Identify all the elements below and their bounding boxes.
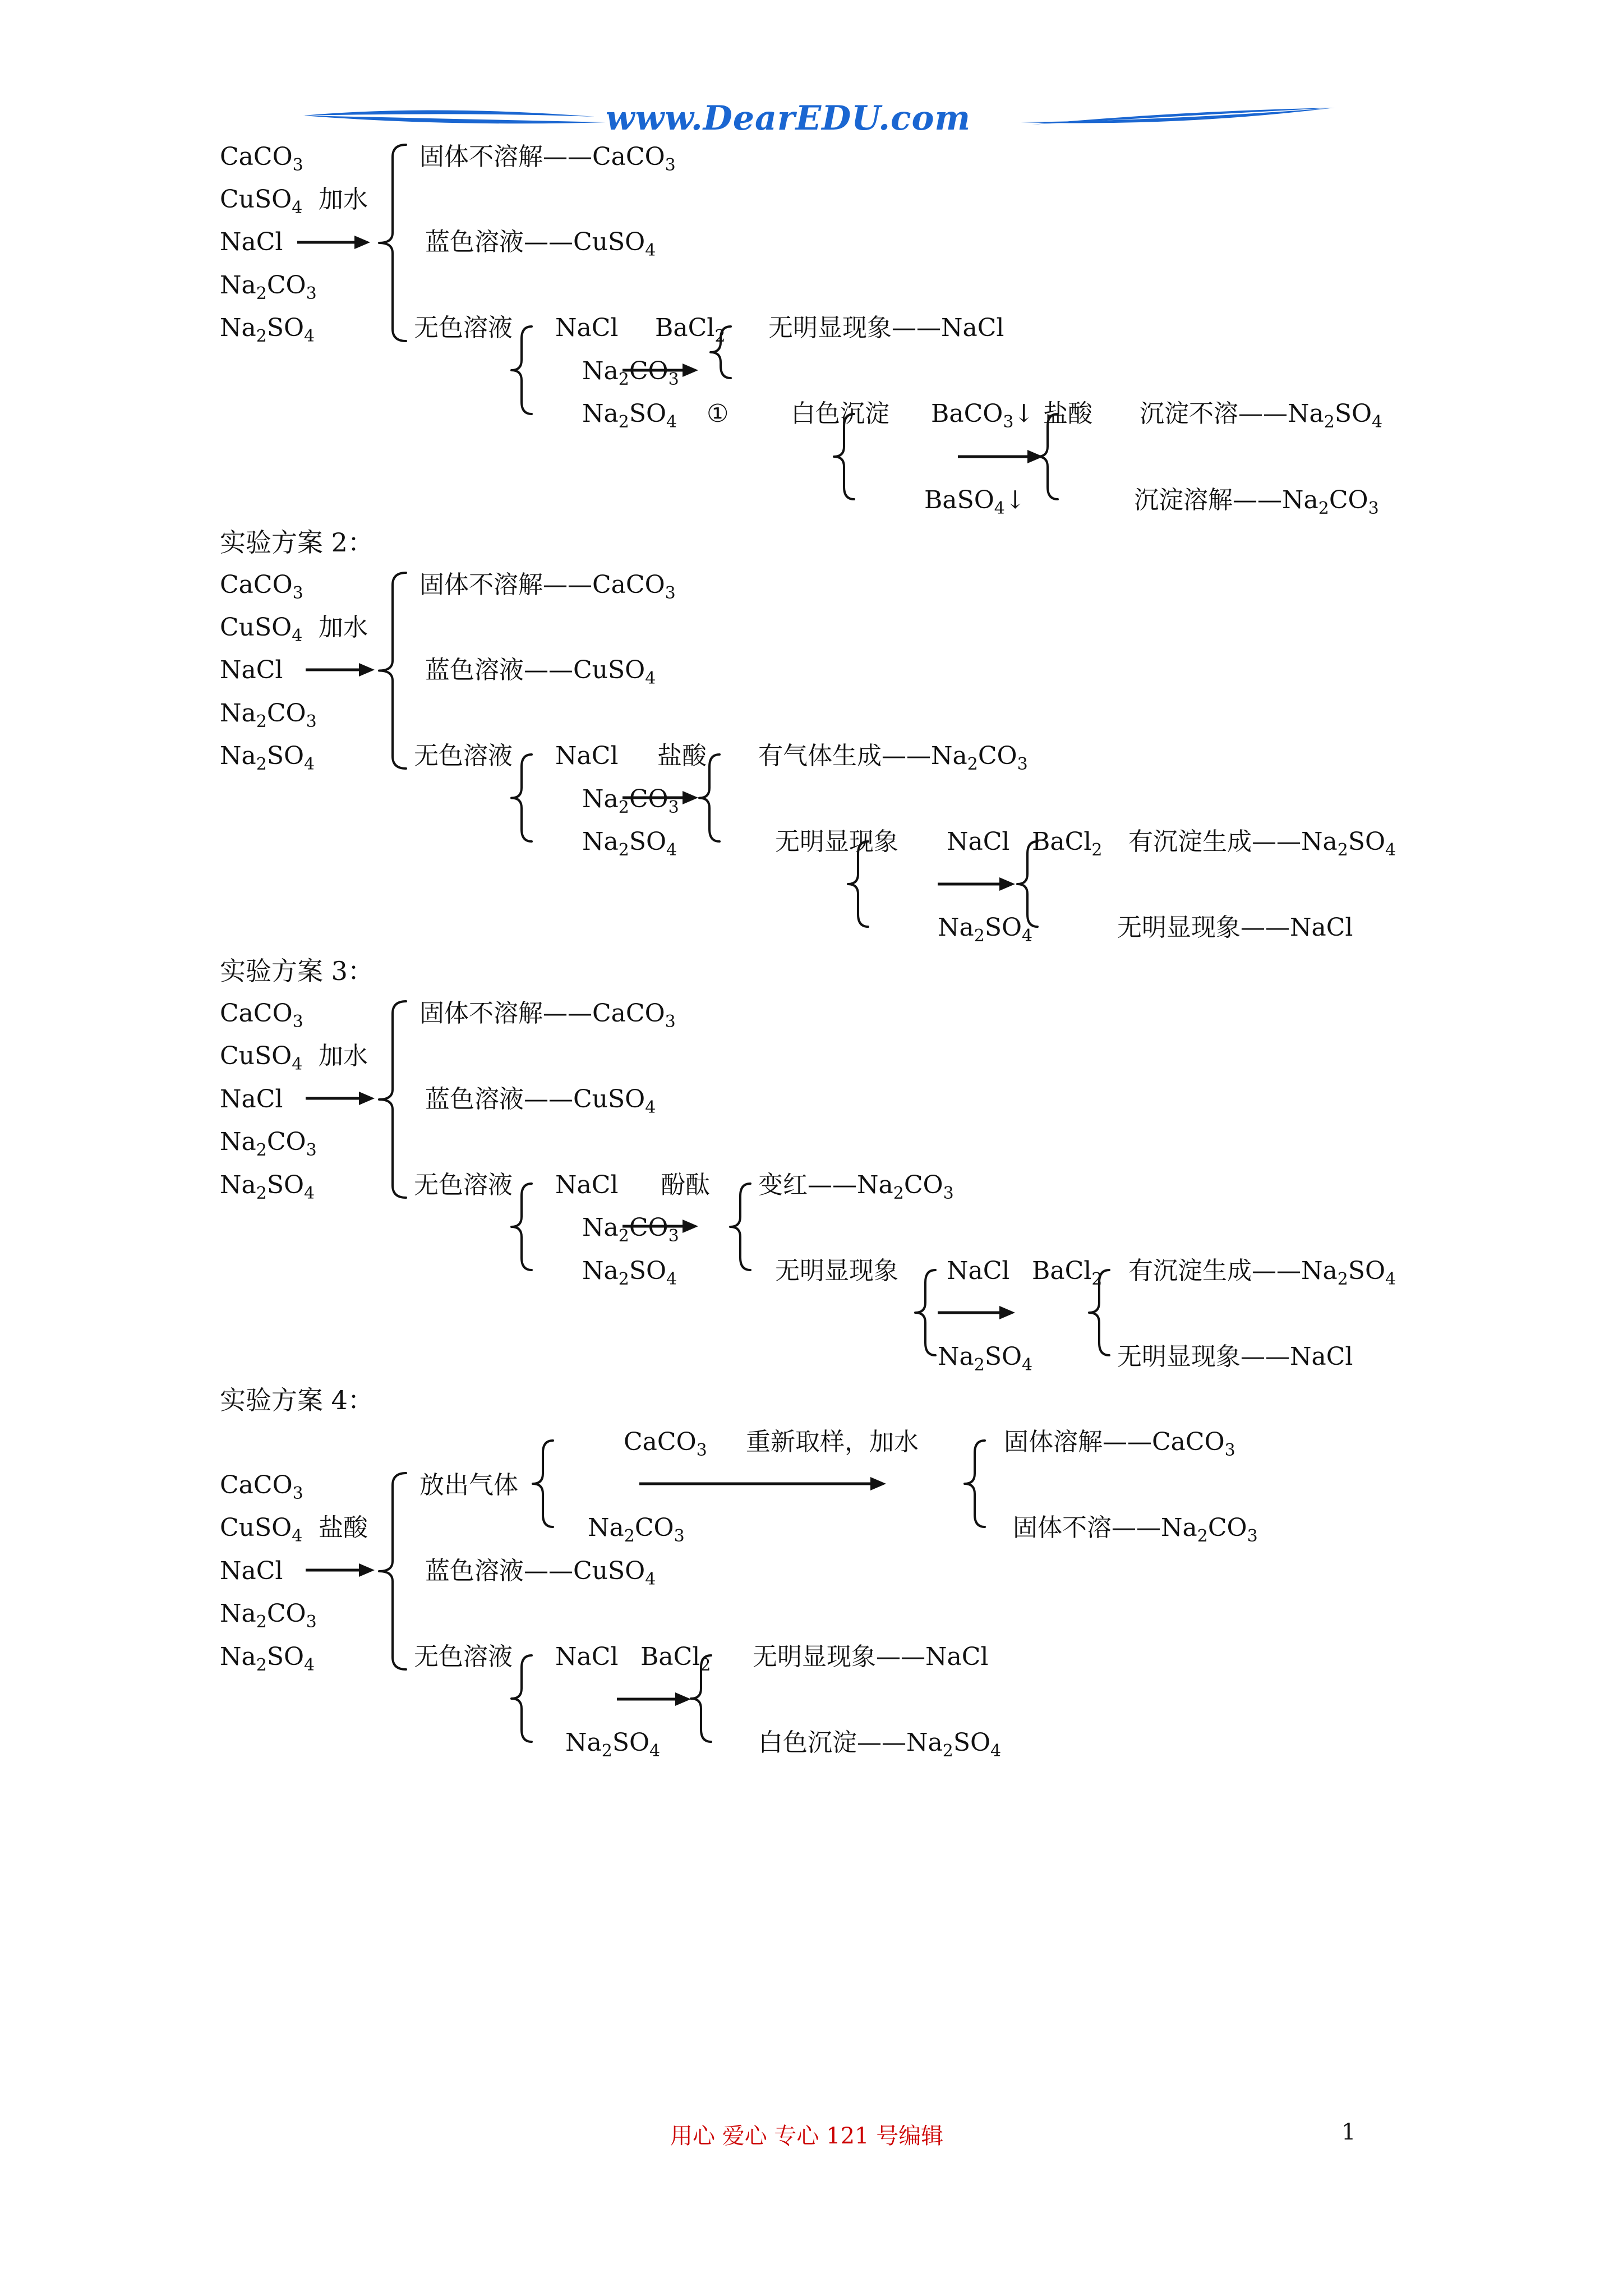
- brace-s3-noreact: [915, 1270, 935, 1355]
- brace-s4-resample: [965, 1441, 985, 1527]
- brace-s1-sub: [511, 326, 532, 414]
- footer-text: 用心 爱心 专心 121 号编辑: [670, 2123, 944, 2149]
- label-s2-na2so4-2: $Na_2SO_4$: [938, 913, 1033, 946]
- arrow-s4-bacl2: [617, 1692, 691, 1706]
- label-s3-r2: 蓝色溶液——CuSO$_4$: [425, 1085, 656, 1117]
- label-s3-r3-na2so4: $Na_2SO_4$: [582, 1257, 677, 1289]
- label-s2-r3: 无色溶液: [414, 742, 513, 770]
- label-s1-bacl2: BaCl$_2$: [655, 314, 726, 346]
- label-s2-caco3: CaCO$_3$: [220, 570, 303, 603]
- label-s3-none: 无明显现象——NaCl: [1117, 1342, 1353, 1371]
- label-s1-caco3: CaCO$_3$: [220, 142, 303, 175]
- brace-s4-gas: [533, 1441, 553, 1527]
- label-s3-red: 变红$——Na_2CO_3$: [758, 1171, 954, 1203]
- label-s4-r3-nacl: NaCl: [555, 1642, 619, 1671]
- brace-s4-main: [379, 1473, 406, 1669]
- label-s1-ppt-sol: 沉淀溶解$——Na_2CO_3$: [1134, 486, 1379, 518]
- label-s2-r3-nacl: NaCl: [555, 742, 619, 770]
- label-s1-cuso4: CuSO$_4$: [220, 185, 303, 218]
- label-s4-na2co3: $Na_2CO_3$: [220, 1599, 317, 1632]
- label-s1-na2so4: $Na_2SO_4$: [220, 314, 315, 346]
- label-s2-water: 加水: [319, 613, 368, 642]
- label-s2-gas: 有气体生成$——Na_2CO_3$: [758, 742, 1028, 774]
- label-s4-r2: 蓝色溶液——CuSO$_4$: [425, 1557, 656, 1589]
- label-s3-r3-na2co3: $Na_2CO_3$: [582, 1213, 679, 1246]
- arrow-s3-phenol: [623, 1220, 698, 1233]
- label-s3-na2so4-2: $Na_2SO_4$: [938, 1342, 1033, 1375]
- arrow-s2-water: [306, 663, 375, 677]
- label-s3-phenol: 酚酞: [661, 1171, 710, 1199]
- label-s4-r3: 无色溶液: [414, 1642, 513, 1671]
- label-s2-cuso4: CuSO$_4$: [220, 613, 303, 646]
- label-s3-noreact: 无明显现象: [775, 1257, 898, 1285]
- label-s2-r1: 固体不溶解——CaCO$_3$: [419, 570, 676, 603]
- label-s1-r3-na2co3: $Na_2CO_3$: [582, 357, 679, 389]
- label-s3-na2so4: $Na_2SO_4$: [220, 1171, 315, 1203]
- arrow-s3-bacl2: [938, 1306, 1015, 1319]
- label-s2-r3-na2so4: $Na_2SO_4$: [582, 827, 677, 860]
- label-s4-hcl: 盐酸: [319, 1513, 368, 1542]
- label-s4-dissolve: 固体溶解——CaCO$_3$: [1004, 1428, 1235, 1460]
- brace-s4-bacl2: [691, 1655, 711, 1742]
- label-s3-na2co3: $Na_2CO_3$: [220, 1128, 317, 1160]
- label-s2-na2co3: $Na_2CO_3$: [220, 699, 317, 731]
- arrow-s2-bacl2: [938, 877, 1015, 891]
- page-number: 1: [1341, 2119, 1356, 2145]
- label-s3-r3: 无色溶液: [414, 1171, 513, 1199]
- label-s1-r3: 无色溶液: [414, 314, 513, 342]
- brace-s1-bacl2: [711, 326, 731, 378]
- brace-s3-phenol: [730, 1184, 750, 1270]
- brace-s3-bacl2: [1089, 1270, 1109, 1355]
- label-s2-nacl: NaCl: [220, 656, 283, 684]
- label-s4-gas-na2co3: $Na_2CO_3$: [588, 1513, 685, 1546]
- brace-s2-noreact: [848, 841, 868, 927]
- label-s4-bacl2: BaCl$_2$: [640, 1642, 711, 1675]
- label-s2-title: 实验方案 2：: [220, 527, 374, 558]
- label-s4-white: 白色沉淀$——Na_2SO_4$: [758, 1728, 1002, 1761]
- brace-s2-bacl2: [1017, 841, 1038, 927]
- label-s4-resample: 重新取样，加水: [746, 1428, 919, 1456]
- label-s2-r3-na2co3: $Na_2CO_3$: [582, 785, 679, 817]
- label-s1-nacl: NaCl: [220, 228, 283, 256]
- header-logo-text: www.DearEDU.com: [606, 99, 971, 138]
- label-s3-caco3: CaCO$_3$: [220, 999, 303, 1032]
- arrow-s4-hcl: [306, 1563, 375, 1577]
- label-s1-hcl: 盐酸: [1043, 399, 1092, 428]
- label-s3-nacl: NaCl: [220, 1085, 283, 1114]
- label-s1-water: 加水: [319, 185, 368, 214]
- label-s1-ppt-insol: 沉淀不溶$——Na_2SO_4$: [1140, 399, 1383, 432]
- label-s3-title: 实验方案 3：: [220, 956, 374, 986]
- brace-s4-sub: [511, 1655, 532, 1742]
- label-s4-caco3: CaCO$_3$: [220, 1471, 303, 1503]
- label-s2-bacl2: BaCl$_2$: [1032, 827, 1103, 860]
- label-s4-gas: 放出气体: [419, 1471, 518, 1499]
- label-s1-na2co3: $Na_2CO_3$: [220, 271, 317, 303]
- brace-s1-ppt: [834, 414, 854, 499]
- label-s4-cuso4: CuSO$_4$: [220, 1513, 303, 1546]
- label-s2-nacl2: NaCl: [947, 827, 1010, 856]
- label-s1-baso4: BaSO$_4$↓: [924, 486, 1026, 518]
- label-s3-water: 加水: [319, 1042, 368, 1070]
- brace-s3-main: [379, 1001, 406, 1198]
- label-s2-r2: 蓝色溶液——CuSO$_4$: [425, 656, 656, 688]
- brace-s1-hcl: [1038, 414, 1058, 499]
- label-s1-r3-na2so4: $Na_2SO_4$: [582, 399, 677, 432]
- arrow-s1-water: [297, 236, 370, 249]
- label-s1-baco3: BaCO$_3$↓: [931, 399, 1035, 432]
- label-s4-noreact: 无明显现象——NaCl: [753, 1642, 989, 1671]
- brace-s3-sub: [511, 1184, 532, 1270]
- label-s1-r3-nacl: NaCl: [555, 314, 619, 342]
- label-s1-noreact: 无明显现象——NaCl: [768, 314, 1004, 342]
- arrow-s1-bacl2: [623, 364, 698, 377]
- label-s1-r1: 固体不溶解——CaCO$_3$: [419, 142, 676, 175]
- arrow-s3-water: [306, 1092, 375, 1105]
- label-s1-white: 白色沉淀: [791, 399, 889, 428]
- label-s2-na2so4: $Na_2SO_4$: [220, 742, 315, 774]
- label-s2-hcl: 盐酸: [657, 742, 707, 770]
- label-s3-ppt: 有沉淀生成$——Na_2SO_4$: [1128, 1257, 1396, 1289]
- label-s4-gas-caco3: CaCO$_3$: [624, 1428, 707, 1460]
- brace-s2-hcl: [699, 754, 720, 841]
- label-s1-r2: 蓝色溶液——CuSO$_4$: [425, 228, 656, 260]
- label-s2-none: 无明显现象——NaCl: [1117, 913, 1353, 942]
- label-s3-bacl2: BaCl$_2$: [1032, 1257, 1103, 1289]
- arrow-s2-hcl: [623, 791, 698, 804]
- label-s1-circle: ①: [707, 399, 729, 428]
- label-s2-noreact: 无明显现象: [775, 827, 898, 856]
- brace-s1-main: [379, 145, 406, 341]
- label-s4-na2so4: $Na_2SO_4$: [220, 1642, 315, 1675]
- label-s3-r3-nacl: NaCl: [555, 1171, 619, 1199]
- label-s2-ppt: 有沉淀生成$——Na_2SO_4$: [1128, 827, 1396, 860]
- label-s3-nacl2: NaCl: [947, 1257, 1010, 1285]
- label-s4-title: 实验方案 4：: [220, 1385, 374, 1415]
- label-s3-r1: 固体不溶解——CaCO$_3$: [419, 999, 676, 1032]
- arrow-s4-resample: [639, 1477, 886, 1490]
- label-s3-cuso4: CuSO$_4$: [220, 1042, 303, 1074]
- arrow-s1-hcl: [958, 450, 1043, 463]
- brace-s2-sub: [511, 754, 532, 841]
- label-s4-insol: 固体不溶$——Na_2CO_3$: [1013, 1513, 1258, 1546]
- label-s4-nacl: NaCl: [220, 1557, 283, 1585]
- brace-s2-main: [379, 573, 406, 769]
- label-s4-r3-na2so4: $Na_2SO_4$: [565, 1728, 661, 1761]
